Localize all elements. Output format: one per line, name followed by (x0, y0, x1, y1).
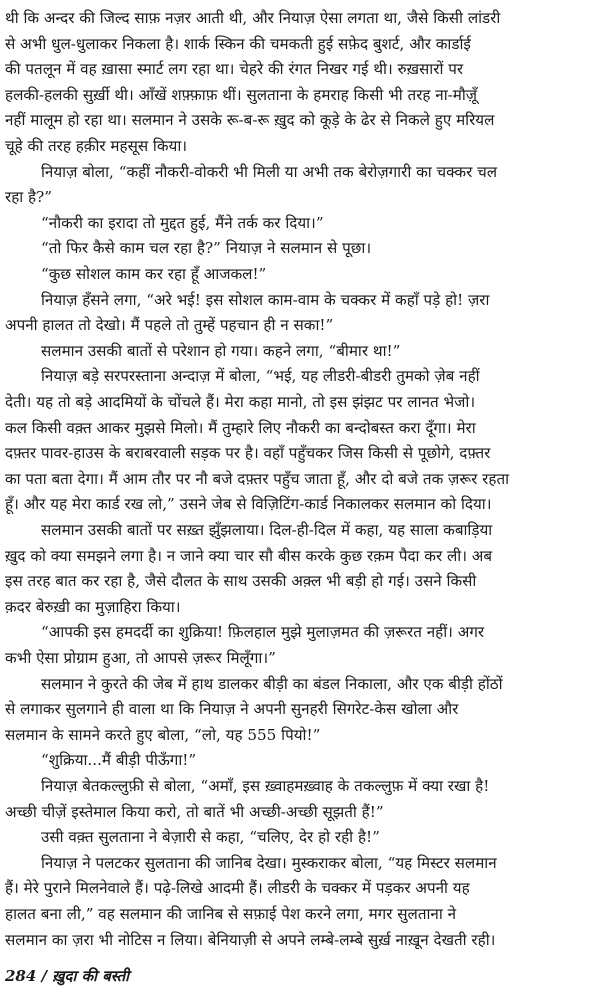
text-line: से लगाकर सुलगाने ही वाला था कि नियाज़ ने अपनी सुनहरी सिगरेट-केस खोला और (5, 700, 459, 719)
text-line: अपनी हालत तो देखो। मैं पहले तो तुम्हें पहचान ही न सका!” (5, 316, 334, 335)
text-line: हैं। मेरे पुराने मिलनेवाले हैं। पढ़े-लिखे आदमी हैं। लीडरी के चक्कर में पड़कर अपनी यह (5, 879, 470, 898)
text-line: “आपकी इस हमदर्दी का शुक्रिया! फ़िलहाल मुझे मुलाज़मत की ज़रूरत नहीं। अगर (41, 623, 485, 642)
text-line: हालत बना ली,” वह सलमान की जानिब से सफ़ाई पेश करने लगा, मगर सुलताना ने (5, 905, 457, 923)
text-line: सलमान का ज़रा भी नोटिस न लिया। बेनियाज़ी से अपने लम्बे-लम्बे सुर्ख़ नाख़ून देखती रही। (5, 930, 496, 949)
text-line: क़दर बेरुख़ी का मुज़ाहिरा किया। (5, 597, 181, 616)
text-line: रहा है?” (5, 188, 53, 207)
text-line: नियाज़ बेतकल्लुफ़ी से बोला, “अमाँ, इस ख़्वाहमख़्वाह के तकल्लुफ़ में क्या रखा है! (41, 777, 490, 795)
text-line: इस तरह बात कर रहा है, जैसे दौलत के साथ उसकी अक़्ल भी बड़ी हो गई। उसने किसी (5, 572, 477, 591)
text-line: चूहे की तरह हक़ीर महसूस किया। (5, 137, 188, 155)
text-line: “कुछ सोशल काम कर रहा हूँ आजकल!” (41, 265, 267, 283)
text-line: “नौकरी का इरादा तो मुद्दत हुई, मैंने तर्क कर दिया।” (41, 213, 324, 232)
text-line: नियाज़ बड़े सरपरस्ताना अन्दाज़ में बोला, “भई, यह लीडरी-बीडरी तुमको ज़ेब नहीं (41, 367, 480, 386)
text-line: नियाज़ हँसने लगा, “अरे भई! इस सोशल काम-वाम के चक्कर में कहाँ पड़े हो! ज़रा (41, 290, 490, 309)
text-line: का पता बता देगा। मैं आम तौर पर नौ बजे दफ़्तर पहुँच जाता हूँ, और दो बजे तक ज़रूर रहता (5, 469, 510, 488)
text-line: दफ़्तर पावर-हाउस के बराबरवाली सड़क पर है। वहाँ पहुँचकर जिस किसी से पूछोगे, दफ़्तर (5, 444, 491, 463)
text-line: उसी वक़्त सुलताना ने बेज़ारी से कहा, “चलिए, देर हो रही है!” (41, 828, 380, 847)
text-line: कल किसी वक़्त आकर मुझसे मिलो। मैं तुम्हारे लिए नौकरी का बन्दोबस्त करा दूँगा। मेरा (5, 418, 476, 437)
text-line: सलमान के सामने करते हुए बोला, “लो, यह 555 पियो!” (5, 725, 321, 744)
text-line: नियाज़ ने पलटकर सुलताना की जानिब देखा। मुस्कराकर बोला, “यह मिस्टर सलमान (41, 853, 497, 872)
text-line: की पतलून में वह ख़ासा स्मार्ट लग रहा था। चेहरे की रंगत निखर गई थी। रुख़सारों पर (5, 60, 464, 79)
text-line: हूँ। और यह मेरा कार्ड रख लो,” उसने जेब से विज़िटिंग-कार्ड निकालकर सलमान को दिया। (5, 495, 492, 514)
text-line: सलमान उसकी बातों से परेशान हो गया। कहने लगा, “बीमार था!” (41, 341, 401, 360)
text-line: से अभी धुल-धुलाकर निकला है। शार्क स्किन की चमकती हुई सफ़ेद बुशर्ट, और कार्डाई (5, 34, 471, 53)
text-line: “तो फिर कैसे काम चल रहा है?” नियाज़ ने सलमान से पूछा। (41, 239, 372, 258)
text-line: सलमान ने कुरते की जेब में हाथ डालकर बीड़ी का बंडल निकाला, और एक बीड़ी होंठों (41, 674, 503, 693)
text-line: कभी ऐसा प्रोग्राम हुआ, तो आपसे ज़रूर मिलूँगा।” (5, 649, 276, 667)
text-line: “शुक्रिया...मैं बीड़ी पीऊँगा!” (41, 751, 197, 770)
text-line: नियाज़ बोला, “कहीं नौकरी-वोकरी भी मिली या अभी तक बेरोज़गारी का चक्कर चल (41, 162, 498, 181)
page-footer: 284 / ख़ुदा की बस्ती (5, 967, 130, 985)
text-line: ख़ुद को क्या समझने लगा है। न जाने क्या चार सौ बीस करके कुछ रक़म पैदा कर ली। अब (5, 546, 493, 565)
text-line: सलमान उसकी बातों पर सख़्त झुँझलाया। दिल-ही-दिल में कहा, यह साला कबाड़िया (41, 521, 493, 539)
text-line: अच्छी चीज़ें इस्तेमाल किया करो, तो बातें भी अच्छी-अच्छी सूझती हैं!” (5, 802, 384, 821)
text-line: थी कि अन्दर की जिल्द साफ़ नज़र आती थी, और नियाज़ ऐसा लगता था, जैसे किसी लांडरी (5, 9, 501, 27)
text-line: देती। यह तो बड़े आदमियों के चोंचले हैं। मेरा कहा मानो, तो इस झंझट पर लानत भेजो। (5, 393, 476, 411)
text-line: नहीं मालूम हो रहा था। सलमान ने उसके रू-ब-रू ख़ुद को कूड़े के ढेर से निकले हुए मरियल (5, 111, 495, 130)
text-line: हलकी-हलकी सुर्ख़ी थी। आँखें शफ़्फ़ाफ़ थीं। सुलताना के हमराह किसी भी तरह ना-मौज़ूँ (5, 85, 478, 104)
